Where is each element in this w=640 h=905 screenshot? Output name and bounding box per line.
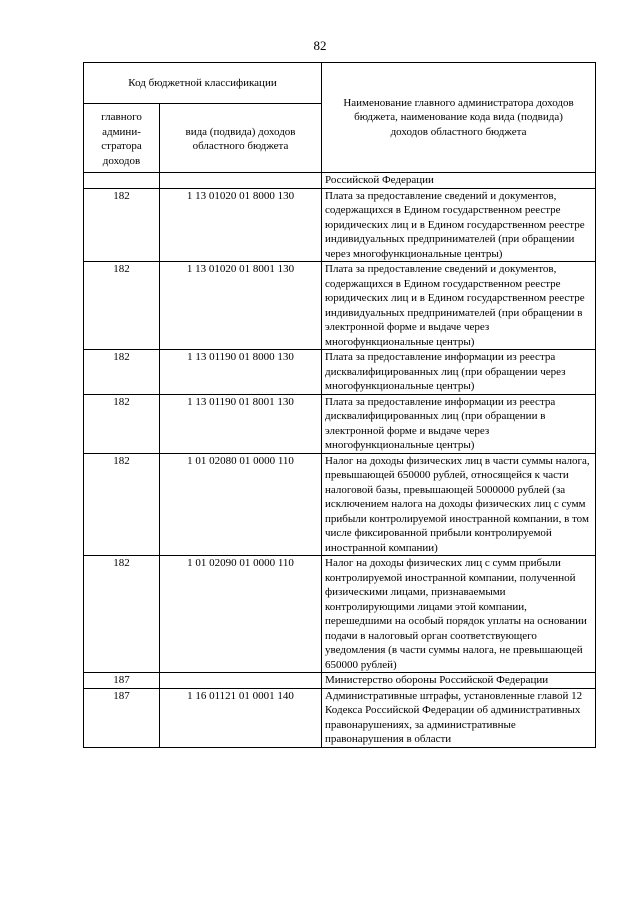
page-number: 82 — [313, 38, 327, 53]
admin-code-cell — [84, 173, 160, 189]
income-code-cell: 1 01 02080 01 0000 110 — [160, 453, 322, 556]
income-name-cell: Административные штрафы, установленные главой 12 Кодекса Российской Федерации об административных правонарушениях, за административные правонарушения в области — [322, 688, 596, 747]
admin-code-cell: 187 — [84, 688, 160, 747]
table-row — [84, 673, 596, 689]
income-name-cell: Налог на доходы физических лиц с сумм прибыли контролируемой иностранной компании, полученной физическими лицами, признаваемыми контролирующими лицами этой компании, перешедшими на особый порядок уплаты на основании подачи в налоговый орган соответствующего уведомления (в части суммы налога, не превышающей 650000 рублей) — [322, 556, 596, 673]
income-name-cell: Российской Федерации — [322, 173, 596, 189]
income-code-cell: 1 13 01190 01 8001 130 — [160, 394, 322, 453]
header-code-column: вида (подвида) доходов областного бюджета — [160, 104, 322, 173]
table-row — [84, 262, 596, 350]
income-code-cell: 1 13 01020 01 8001 130 — [160, 262, 322, 350]
table-row — [84, 556, 596, 673]
income-code-cell — [160, 173, 322, 189]
income-code-cell: 1 13 01190 01 8000 130 — [160, 350, 322, 395]
income-name-cell: Министерство обороны Российской Федерации — [322, 673, 596, 689]
admin-code-cell: 187 — [84, 673, 160, 689]
income-code-cell: 1 13 01020 01 8000 130 — [160, 188, 322, 262]
table-header-row — [84, 63, 596, 104]
budget-classification-table — [83, 62, 596, 748]
income-name-cell: Плата за предоставление сведений и документов, содержащихся в Едином государственном реестре юридических лиц и в Едином государственном реестре индивидуальных предпринимателей (при обращении в электронной форме и выдаче через многофункциональные центры) — [322, 262, 596, 350]
income-name-cell: Налог на доходы физических лиц в части суммы налога, превышающей 650000 рублей, относящейся к части налоговой базы, превышающей 5000000 рублей (за исключением налога на доходы физических лиц с сумм прибыли контролируемой иностранной компании, в том числе фиксированной прибыли контролируемой иностранной компании) — [322, 453, 596, 556]
table-row — [84, 394, 596, 453]
table-row — [84, 173, 596, 189]
table-row — [84, 453, 596, 556]
income-code-cell — [160, 673, 322, 689]
table-row — [84, 188, 596, 262]
admin-code-cell: 182 — [84, 556, 160, 673]
income-name-cell: Плата за предоставление информации из реестра дисквалифицированных лиц (при обращении в электронной форме и выдаче через многофункциональные центры) — [322, 394, 596, 453]
income-code-cell: 1 01 02090 01 0000 110 — [160, 556, 322, 673]
admin-code-cell: 182 — [84, 394, 160, 453]
income-name-cell: Плата за предоставление информации из реестра дисквалифицированных лиц (при обращении через многофункциональные центры) — [322, 350, 596, 395]
table-row — [84, 350, 596, 395]
header-admin-column: главного админи-стратора доходов — [84, 104, 160, 173]
admin-code-cell: 182 — [84, 453, 160, 556]
header-name-column: Наименование главного администратора доходов бюджета, наименование кода вида (подвида) доходов областного бюджета — [322, 63, 596, 173]
income-code-cell: 1 16 01121 01 0001 140 — [160, 688, 322, 747]
header-budget-classification-code: Код бюджетной классификации — [84, 63, 322, 104]
table-row — [84, 688, 596, 747]
income-name-cell: Плата за предоставление сведений и документов, содержащихся в Едином государственном реестре юридических лиц и в Едином государственном реестре индивидуальных предпринимателей (при обращении через многофункциональные центры) — [322, 188, 596, 262]
admin-code-cell: 182 — [84, 350, 160, 395]
admin-code-cell: 182 — [84, 188, 160, 262]
admin-code-cell: 182 — [84, 262, 160, 350]
